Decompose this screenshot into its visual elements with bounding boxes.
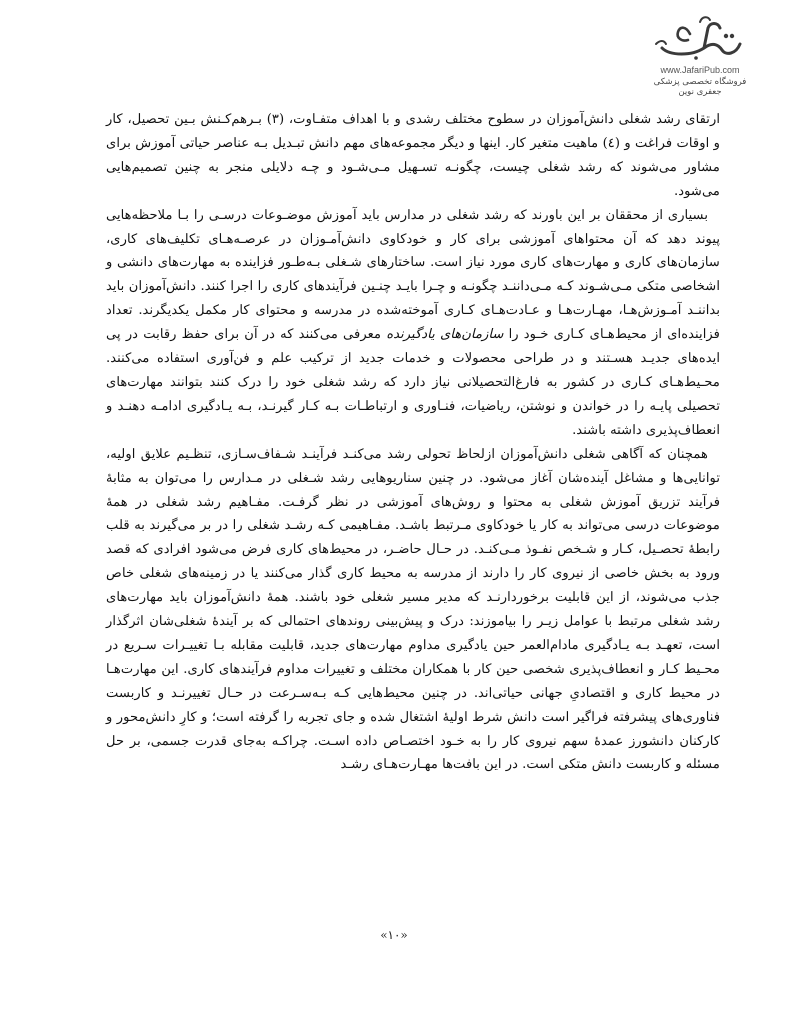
publisher-logo — [640, 14, 760, 100]
paragraph-2-part-a: بسیاری از محققان بر این باورند که رشد شغلی در مدارس باید آموزش موضـوعات درسـی را بـا ملاحظه‌هایی پیوند دهد که آن محتواهای آموزشی برای کار و خودکاوی دانش‌آمـوزان در عرصـه‌هـای تکلیف‌های کاری، سازمان‌های کاری و مهارت‌های کاری مورد نیاز است. ساختارهای شـغلی بـه‌طـور فزاینده به مهارت‌های دانشی و اشخاصی متکی مـی‌شـوند کـه مـی‌داننـد چگونـه و چـرا بایـد چنـین فرآیندهای کاری را اجرا کنند. دانش‌آموزان باید بداننـد آمـوزش‌هـا، مهـارت‌هـا و عـادت‌هـای کـاری آموخته‌شده در مدرسه و محتوای کار مکمل یکدیگرند. تعداد فزاینده‌ای از محیط‌هـای کـاری خـود را — [106, 207, 720, 343]
paragraph-2-part-b: معرفی می‌کنند که در آن برای حفظ رقابت در پی ایده‌های جدیـد هسـتند و در طراحی محصولات و خدمات جدید از ترکیب علم و فن‌آوری استفاده می‌کنند. محـیط‌هـای کـاری در کشور به فارغ‌التحصیلانی نیاز دارد که رشد شغلی خود را درک کنند بتوانند مهارت‌های تحصیلی پایـه را در خواندن و نوشتن، ریاضیات، فنـاوری و ارتباطـات بـه کـار گیرنـد، بـه یـادگیری ادامـه دهنـد و انعطاف‌پذیری داشته باشند. — [106, 327, 720, 438]
jafari-calligraphy-logo-icon — [652, 14, 748, 64]
paragraph-2 — [106, 204, 720, 443]
page-body — [106, 108, 720, 777]
publisher-url[interactable]: www.JafariPub.com — [660, 65, 740, 75]
italic-term-learning-organizations: سازمان‌های یادگیرنده — [386, 327, 504, 343]
page-number: «۱۰» — [380, 928, 408, 942]
paragraph-1: ارتقای رشد شغلی دانش‌آموزان در سطوح مختلف رشدی و با اهداف متفـاوت، (۳) بـرهم‌کـنش بـین تحصیل، کار و اوقات فراغت و (٤) ماهیت متغیر کار. اینها و دیگر مجموعه‌های مهم دانش تبـدیل بـه عناصر حیاتی آموزش برای مشاور می‌شوند که رشد شغلی چیست، چگونـه تسـهیل مـی‌شـود و چـه دلایلی منجر به چنین تصمیم‌هایی می‌شود. — [106, 112, 720, 199]
paragraph-3: همچنان که آگاهی شغلی دانش‌آموزان ازلحاظ تحولی رشد می‌کنـد فرآینـد شـفاف‌سـازی، تنظـیم علایق اولیه، توانایی‌ها و مشاغل آینده‌شان آغاز می‌شود. در چنین سناریوهایی رشد شـغلی در مـدارس را می‌توان به مثابهٔ فرآیند تزریق آموزش شغلی به محتوا و روش‌های آموزشی در نظر گرفـت. مفـاهیم رشد شغلی در همهٔ موضوعات درسی می‌تواند به کار یا خودکاوی مـرتبط باشـد. مفـاهیمی کـه رشـد شغلی را در بر می‌گیرند به قلب رابطهٔ تحصـیل، کـار و شـخص نفـوذ مـی‌کنـد. در حـال حاضـر، در محیط‌های کاری فرض می‌شود افرادی که قصد ورود به بخش خاصی از نیروی کار را دارند از مدرسه به محیط کاری گذار می‌کنند یا در زمینه‌های شغلی خاص جذب می‌شوند، از این قابلیت برخوردارنـد که مدیر مسیر شغلی خود باشند. همهٔ دانش‌آموزان باید مهارت‌های رشد شغلی مرتبط با عوامل زیـر را بیاموزند: درک و پیش‌بینی روندهای احتمالی که بر آیندهٔ شغلی‌شان اثرگذار است، تعهـد بـه یـادگیری مادام‌العمر حین یادگیری مداوم مهارت‌های جدید، قابلیت مقابله بـا تغییـرات سـریع در محـیط کـار و انعطاف‌پذیری شخصی حین کار با همکاران مختلف و تغییرات مداوم فرآیندهای کاری. این مهارت‌هـا در محیط کاری و اقتصادیِ جهانی حیاتی‌اند. در چنین محیط‌هایی کـه بـه‌سـرعت در حـال تغییرنـد و کاربست فناوری‌های پیشرفته فراگیر است دانش شرط اولیهٔ اشتغال شده و جای تجربه را گرفته است؛ و کارِ دانش‌محور و کارکنان دانشورز عمدهٔ سهم نیروی کار را به خـود اختصـاص داده اسـت. چراکـه به‌جای قدرت جسمی، بر حل مسئله و کاربست دانش متکی است. در این بافت‌ها مهـارت‌هـای رشـد — [106, 446, 720, 773]
publisher-caption: فروشگاه تخصصی پزشکی جعفری نوین — [653, 77, 747, 97]
